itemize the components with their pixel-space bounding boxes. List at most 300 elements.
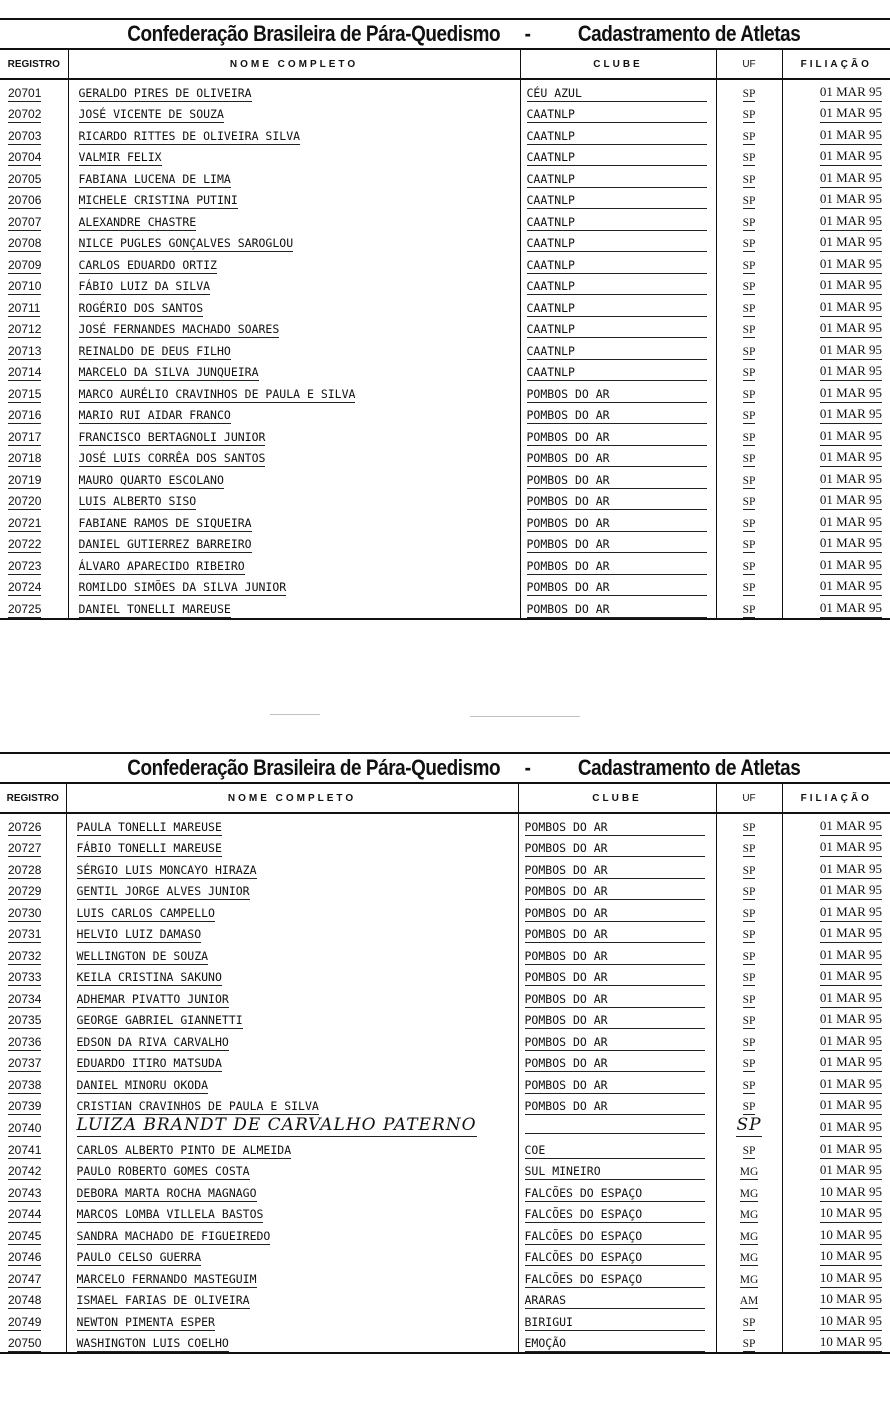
column-header-nome: NOME COMPLETO (68, 50, 520, 80)
clube-cell-text: EMOÇÃO (525, 1336, 705, 1352)
table-row (0, 879, 890, 901)
clube-cell (520, 360, 716, 382)
registro-cell (0, 231, 68, 253)
table-row (0, 596, 890, 619)
filiacao-cell (782, 596, 890, 619)
uf-cell-text: SP (742, 1058, 756, 1070)
registro-cell-text: 20719 (8, 472, 42, 487)
registro-cell-text: 20732 (8, 948, 42, 963)
clube-cell (520, 123, 716, 145)
filiacao-cell (782, 1051, 890, 1073)
table-row (0, 489, 890, 511)
nome-cell (68, 123, 520, 145)
registro-cell-text: 20724 (8, 580, 42, 594)
uf-cell (716, 1115, 782, 1137)
registro-cell (0, 813, 66, 836)
filiacao-cell-text: 01 MAR 95 (820, 471, 882, 489)
nome-cell-text: DEBORA MARTA ROCHA MAGNAGO (76, 1185, 257, 1200)
registro-cell-text: 20709 (8, 257, 42, 272)
clube-cell (520, 532, 716, 554)
clube-cell (520, 145, 716, 167)
registro-cell-text: 20734 (8, 991, 42, 1006)
registro-cell-text: 20725 (8, 601, 42, 616)
athlete-registry-sheet-2 (0, 752, 890, 1354)
registro-cell (0, 1266, 66, 1288)
registro-cell-text: 20723 (8, 558, 42, 573)
table-row (0, 1137, 890, 1159)
registro-cell (0, 1029, 66, 1051)
nome-cell-text: JOSÉ VICENTE DE SOUZA (78, 107, 224, 121)
uf-cell-text: SP (742, 238, 756, 250)
table-row (0, 553, 890, 575)
clube-cell (520, 446, 716, 468)
nome-cell (68, 79, 520, 102)
nome-cell-text: GERALDO PIRES DE OLIVEIRA (78, 85, 252, 100)
uf-cell-text: SP (742, 1144, 756, 1157)
clube-cell-text: POMBOS DO AR (527, 430, 707, 446)
filiacao-cell-text: 01 MAR 95 (820, 1097, 882, 1115)
registro-cell (0, 467, 68, 489)
nome-cell-text: REINALDO DE DEUS FILHO (78, 343, 231, 358)
nome-cell-text: PAULA TONELLI MAREUSE (76, 819, 222, 834)
title-separator: - (524, 755, 531, 780)
filiacao-cell (782, 489, 890, 511)
clube-cell-text: POMBOS DO AR (525, 927, 705, 943)
nome-cell-text: CRISTIAN CRAVINHOS DE PAULA E SILVA (76, 1099, 319, 1113)
uf-cell (716, 231, 782, 253)
clube-cell-text (525, 1132, 705, 1134)
uf-cell (716, 403, 782, 425)
nome-cell-text: LUIS ALBERTO SISO (78, 494, 197, 508)
registro-cell (0, 965, 66, 987)
uf-cell-text: SP (742, 195, 756, 207)
filiacao-cell (782, 1029, 890, 1051)
registro-cell-text: 20702 (8, 107, 42, 121)
nome-cell (66, 1008, 518, 1030)
filiacao-cell (782, 360, 890, 382)
clube-cell (518, 1245, 716, 1267)
uf-cell-text: MG (739, 1166, 759, 1178)
registro-cell (0, 102, 68, 124)
filiacao-cell-text: 01 MAR 95 (820, 861, 882, 879)
uf-cell (716, 1202, 782, 1224)
filiacao-cell-text: 01 MAR 95 (820, 818, 882, 836)
nome-cell-text: MARCELO FERNANDO MASTEGUIM (76, 1271, 257, 1286)
uf-cell (716, 145, 782, 167)
filiacao-cell (782, 857, 890, 879)
registro-cell (0, 489, 68, 511)
filiacao-cell-text: 01 MAR 95 (820, 514, 882, 532)
clube-cell (518, 1115, 716, 1137)
clube-cell (520, 510, 716, 532)
registro-cell-text: 20721 (8, 515, 42, 530)
filiacao-cell-text: 01 MAR 95 (820, 84, 882, 102)
nome-cell (68, 188, 520, 210)
registro-cell-text: 20726 (8, 819, 42, 834)
uf-cell-text: SP (742, 216, 756, 229)
uf-cell (716, 813, 782, 836)
uf-cell (716, 943, 782, 965)
uf-cell (716, 381, 782, 403)
nome-cell-text: EDSON DA RIVA CARVALHO (76, 1034, 229, 1049)
clube-cell-text: POMBOS DO AR (525, 1078, 705, 1094)
registro-cell-text: 20717 (8, 429, 42, 444)
registro-cell (0, 857, 66, 879)
column-header-clube: CLUBE (520, 50, 716, 80)
column-header-clube: CLUBE (518, 784, 716, 814)
nome-cell (66, 813, 518, 836)
nome-cell-text: KEILA CRISTINA SAKUNO (76, 970, 222, 984)
filiacao-cell-text: 10 MAR 95 (820, 1248, 882, 1266)
clube-cell (518, 943, 716, 965)
clube-cell-text: CAATNLP (527, 258, 707, 274)
clube-cell (520, 489, 716, 511)
uf-cell (716, 79, 782, 102)
filiacao-cell-text: 01 MAR 95 (820, 105, 882, 123)
uf-cell-text: MG (739, 1209, 759, 1221)
registro-cell-text: 20746 (8, 1250, 42, 1264)
table-row (0, 857, 890, 879)
registro-cell (0, 360, 68, 382)
athlete-registry-sheet-1 (0, 18, 890, 620)
nome-cell-text: HELVIO LUIZ DAMASO (76, 927, 202, 941)
registro-cell-text: 20706 (8, 193, 42, 207)
clube-cell (518, 836, 716, 858)
uf-cell-text: MG (739, 1273, 759, 1286)
table-row (0, 1331, 890, 1354)
filiacao-cell-text: 01 MAR 95 (820, 406, 882, 424)
filiacao-cell-text: 01 MAR 95 (820, 578, 882, 596)
uf-cell (716, 102, 782, 124)
nome-cell-text: DANIEL GUTIERREZ BARREIRO (78, 537, 252, 551)
nome-cell (68, 274, 520, 296)
nome-cell (68, 295, 520, 317)
table-row (0, 510, 890, 532)
clube-cell-text: POMBOS DO AR (527, 602, 707, 618)
sheet-title (0, 752, 890, 783)
filiacao-cell-text: 01 MAR 95 (820, 213, 882, 231)
clube-cell-text: POMBOS DO AR (527, 451, 707, 467)
clube-cell (520, 403, 716, 425)
nome-cell (68, 231, 520, 253)
registro-cell (0, 274, 68, 296)
nome-cell (68, 209, 520, 231)
table-row (0, 922, 890, 944)
uf-cell-text: SP (742, 259, 756, 272)
uf-cell (716, 510, 782, 532)
table-row (0, 338, 890, 360)
filiacao-cell (782, 467, 890, 489)
registro-cell-text: 20707 (8, 214, 42, 229)
filiacao-cell (782, 1115, 890, 1137)
registro-cell (0, 1180, 66, 1202)
table-row (0, 102, 890, 124)
registro-cell-text: 20729 (8, 884, 42, 898)
nome-cell (66, 1159, 518, 1181)
column-header-uf: UF (716, 784, 782, 814)
uf-cell (716, 1094, 782, 1116)
registro-cell (0, 1115, 66, 1137)
registro-cell-text: 20745 (8, 1228, 42, 1243)
nome-cell (66, 1331, 518, 1354)
filiacao-cell (782, 1245, 890, 1267)
athlete-table (0, 49, 890, 620)
clube-cell-text: CAATNLP (527, 172, 707, 188)
table-row (0, 1008, 890, 1030)
table-row (0, 166, 890, 188)
table-row (0, 1223, 890, 1245)
nome-cell (66, 1223, 518, 1245)
uf-cell-text: SP (742, 929, 756, 941)
filiacao-cell (782, 836, 890, 858)
table-row (0, 1266, 890, 1288)
registro-cell (0, 252, 68, 274)
table-row (0, 381, 890, 403)
clube-cell-text: CAATNLP (527, 236, 707, 252)
nome-cell (68, 424, 520, 446)
filiacao-cell-text: 01 MAR 95 (820, 968, 882, 986)
uf-cell (716, 836, 782, 858)
table-row (0, 424, 890, 446)
clube-cell (520, 381, 716, 403)
nome-cell-text: FABIANE RAMOS DE SIQUEIRA (78, 515, 252, 530)
registro-cell (0, 596, 68, 619)
uf-cell (716, 965, 782, 987)
registro-cell-text: 20722 (8, 537, 42, 551)
filiacao-cell (782, 553, 890, 575)
uf-cell (716, 274, 782, 296)
clube-cell (518, 1223, 716, 1245)
filiacao-cell (782, 1288, 890, 1310)
filiacao-cell (782, 1159, 890, 1181)
registro-cell-text: 20743 (8, 1185, 42, 1200)
filiacao-cell (782, 1072, 890, 1094)
clube-cell (518, 1266, 716, 1288)
nome-cell (68, 381, 520, 403)
nome-cell (66, 1072, 518, 1094)
registro-cell (0, 1288, 66, 1310)
clube-cell-text: POMBOS DO AR (525, 970, 705, 986)
nome-cell-text: ÁLVARO APARECIDO RIBEIRO (78, 558, 245, 573)
filiacao-cell-text: 01 MAR 95 (820, 1011, 882, 1029)
filiacao-cell-text: 01 MAR 95 (820, 839, 882, 857)
clube-cell (518, 857, 716, 879)
nome-cell-text: ADHEMAR PIVATTO JUNIOR (76, 991, 229, 1006)
registro-cell (0, 145, 68, 167)
table-row (0, 1159, 890, 1181)
table-row (0, 231, 890, 253)
table-row (0, 532, 890, 554)
filiacao-cell-text: 01 MAR 95 (820, 191, 882, 209)
filiacao-cell-text: 01 MAR 95 (820, 234, 882, 252)
registro-cell (0, 209, 68, 231)
uf-cell (716, 1029, 782, 1051)
title-separator: - (524, 21, 531, 46)
table-row (0, 145, 890, 167)
clube-cell-text: FALCÕES DO ESPAÇO (525, 1250, 705, 1266)
registro-cell (0, 166, 68, 188)
uf-cell (716, 1245, 782, 1267)
uf-cell-text: SP (742, 87, 756, 100)
uf-cell (716, 123, 782, 145)
clube-cell-text: POMBOS DO AR (527, 494, 707, 510)
clube-cell-text: POMBOS DO AR (525, 906, 705, 922)
clube-cell (518, 1072, 716, 1094)
filiacao-cell (782, 145, 890, 167)
nome-cell-text: RICARDO RITTES DE OLIVEIRA SILVA (78, 128, 301, 143)
table-row (0, 836, 890, 858)
filiacao-cell-text: 01 MAR 95 (820, 428, 882, 446)
table-row (0, 986, 890, 1008)
filiacao-cell-text: 01 MAR 95 (820, 492, 882, 510)
table-row (0, 1202, 890, 1224)
registro-cell (0, 1094, 66, 1116)
filiacao-cell-text: 01 MAR 95 (820, 170, 882, 188)
nome-cell-text: ROGÉRIO DOS SANTOS (78, 300, 204, 315)
table-row (0, 1115, 890, 1137)
table-row (0, 813, 890, 836)
registro-cell-text: 20749 (8, 1314, 42, 1329)
uf-cell (716, 1072, 782, 1094)
filiacao-cell-text: 01 MAR 95 (820, 299, 882, 317)
filiacao-cell-text: 10 MAR 95 (820, 1227, 882, 1245)
table-row (0, 467, 890, 489)
uf-cell-text: AM (739, 1295, 759, 1307)
filiacao-cell-text: 01 MAR 95 (820, 363, 882, 381)
registro-cell-text: 20730 (8, 905, 42, 920)
clube-cell (520, 295, 716, 317)
nome-cell (66, 943, 518, 965)
registro-cell (0, 532, 68, 554)
table-row (0, 1288, 890, 1310)
registro-cell (0, 317, 68, 339)
filiacao-cell (782, 1180, 890, 1202)
filiacao-cell-text: 10 MAR 95 (820, 1313, 882, 1331)
column-header-registro: REGISTRO (0, 50, 68, 80)
nome-cell (68, 145, 520, 167)
nome-cell-text: WASHINGTON LUIS COELHO (76, 1336, 229, 1350)
nome-cell (68, 489, 520, 511)
clube-cell-text: CÉU AZUL (527, 86, 707, 102)
uf-cell (716, 1223, 782, 1245)
registro-cell-text: 20735 (8, 1013, 42, 1027)
registro-cell (0, 1223, 66, 1245)
nome-cell-text: FÁBIO LUIZ DA SILVA (78, 279, 211, 293)
registro-cell-text: 20727 (8, 841, 42, 855)
column-header-uf: UF (716, 50, 782, 80)
uf-cell-text: SP (742, 324, 756, 336)
nome-cell-text: MARCOS LOMBA VILLELA BASTOS (76, 1207, 264, 1221)
nome-cell (68, 575, 520, 597)
clube-cell (520, 575, 716, 597)
table-row (0, 1094, 890, 1116)
clube-cell (518, 1029, 716, 1051)
filiacao-cell (782, 338, 890, 360)
table-row (0, 188, 890, 210)
nome-cell-text: MICHELE CRISTINA PUTINI (78, 193, 238, 207)
clube-cell (520, 317, 716, 339)
nome-cell (66, 1137, 518, 1159)
filiacao-cell-text: 01 MAR 95 (820, 127, 882, 145)
table-row (0, 317, 890, 339)
clube-cell-text: COE (525, 1143, 705, 1159)
nome-cell (68, 166, 520, 188)
registro-cell (0, 943, 66, 965)
registro-cell (0, 836, 66, 858)
uf-cell-text: SP (742, 907, 756, 920)
scan-artifact (270, 714, 320, 715)
filiacao-cell-text: 01 MAR 95 (820, 277, 882, 295)
registro-cell (0, 79, 68, 102)
registro-cell-text: 20711 (8, 300, 41, 315)
nome-cell (68, 510, 520, 532)
table-row (0, 1245, 890, 1267)
registro-cell-text: 20750 (8, 1336, 42, 1350)
uf-cell (716, 1266, 782, 1288)
nome-cell (66, 1029, 518, 1051)
clube-cell-text: CAATNLP (527, 322, 707, 338)
uf-cell-text: SP (742, 152, 756, 164)
filiacao-cell (782, 446, 890, 468)
uf-cell (716, 446, 782, 468)
uf-cell (716, 360, 782, 382)
nome-cell (66, 900, 518, 922)
filiacao-cell-text: 01 MAR 95 (820, 320, 882, 338)
nome-cell-text: JOSÉ LUIS CORRÊA DOS SANTOS (78, 451, 266, 465)
filiacao-cell-text: 01 MAR 95 (820, 947, 882, 965)
filiacao-cell (782, 532, 890, 554)
nome-cell (66, 1245, 518, 1267)
filiacao-cell (782, 317, 890, 339)
registro-cell-text: 20737 (8, 1056, 42, 1070)
filiacao-cell (782, 403, 890, 425)
nome-cell (66, 1094, 518, 1116)
filiacao-cell (782, 1137, 890, 1159)
column-header-nome: NOME COMPLETO (66, 784, 518, 814)
registro-cell-text: 20748 (8, 1293, 42, 1307)
registro-cell-text: 20704 (8, 150, 42, 164)
filiacao-cell (782, 381, 890, 403)
clube-cell-text: BIRIGUI (525, 1315, 705, 1331)
uf-cell (716, 166, 782, 188)
registro-cell-text: 20715 (8, 386, 42, 401)
clube-cell-text: ARARAS (525, 1293, 705, 1309)
uf-cell-text: SP (742, 582, 756, 594)
clube-cell (520, 102, 716, 124)
table-header-row (0, 50, 890, 80)
clube-cell (518, 1137, 716, 1159)
clube-cell-text: POMBOS DO AR (525, 863, 705, 879)
filiacao-cell (782, 1331, 890, 1354)
uf-cell (716, 317, 782, 339)
table-row (0, 943, 890, 965)
uf-cell-text: SP (742, 367, 756, 379)
nome-cell-text: VALMIR FELIX (78, 150, 162, 164)
filiacao-cell (782, 123, 890, 145)
nome-cell-text: CARLOS EDUARDO ORTIZ (78, 257, 217, 272)
nome-cell-text: LUIS CARLOS CAMPELLO (76, 905, 215, 920)
uf-cell-text: SP (742, 281, 756, 293)
clube-cell (518, 1331, 716, 1354)
nome-cell-text: ISMAEL FARIAS DE OLIVEIRA (76, 1293, 250, 1307)
clube-cell-text: CAATNLP (527, 301, 707, 317)
uf-cell (716, 338, 782, 360)
table-row (0, 123, 890, 145)
clube-cell-text: POMBOS DO AR (527, 580, 707, 596)
uf-cell (716, 295, 782, 317)
clube-cell-text: CAATNLP (527, 150, 707, 166)
registro-cell (0, 553, 68, 575)
